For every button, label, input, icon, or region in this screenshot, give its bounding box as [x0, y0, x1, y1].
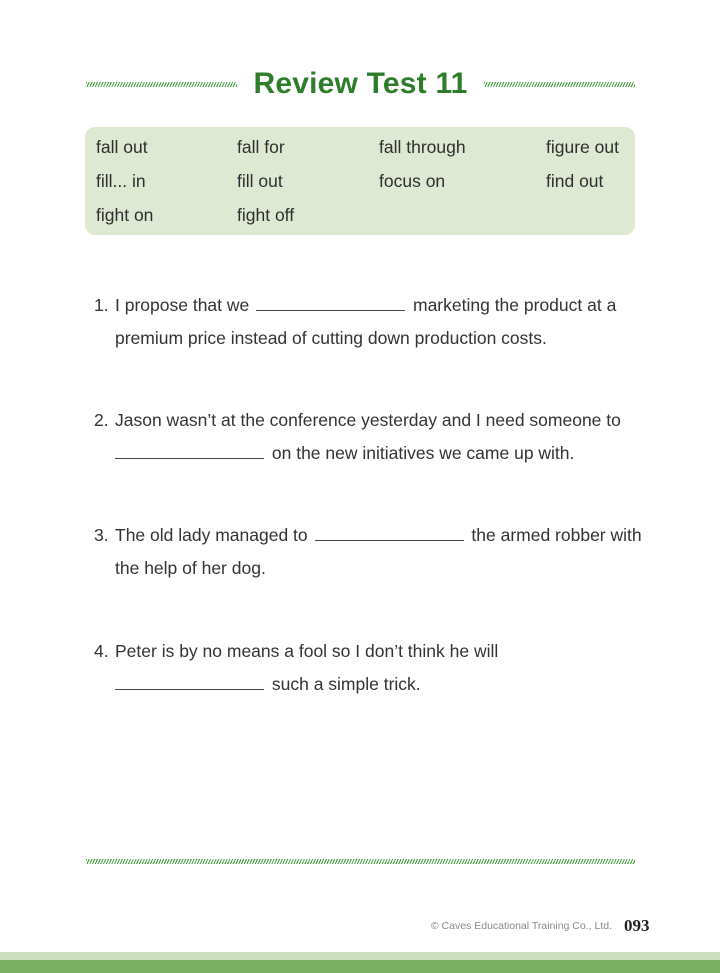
answer-blank[interactable]	[315, 539, 464, 541]
question-text: such a simple trick.	[271, 674, 421, 694]
word-bank-item: fall for	[237, 137, 285, 157]
footer-band-dark	[0, 960, 720, 973]
copyright-notice: © Caves Educational Training Co., Ltd.	[430, 920, 612, 932]
answer-blank[interactable]	[256, 309, 405, 311]
word-bank	[85, 127, 635, 235]
question-text: I propose that we	[115, 295, 250, 315]
question-text: Peter is by no means a fool so I don’t think he will	[115, 641, 499, 661]
question-number: 3.	[94, 525, 109, 545]
word-bank-item: figure out	[546, 137, 619, 157]
footer-band-light	[0, 952, 720, 960]
question-text: on the new initiatives we came up with.	[271, 443, 575, 463]
answer-blank[interactable]	[115, 457, 264, 459]
word-bank-item: fight off	[237, 205, 295, 225]
question-text: The old lady managed to	[115, 525, 308, 545]
question-number: 4.	[94, 641, 109, 661]
question-1	[94, 289, 654, 355]
title-divider-left	[86, 82, 237, 87]
answer-blank[interactable]	[115, 688, 264, 690]
word-bank-item: fight on	[96, 205, 154, 225]
question-3	[94, 519, 654, 585]
word-bank-item: fill... in	[96, 171, 146, 191]
question-text: Jason wasn’t at the conference yesterday and I need someone to	[115, 410, 621, 430]
page-title: Review Test 11	[253, 67, 468, 100]
question-4	[94, 635, 654, 701]
page-number: 093	[624, 916, 650, 935]
question-number: 1.	[94, 295, 109, 315]
word-bank-item: fall through	[379, 137, 466, 157]
question-2	[94, 404, 654, 470]
question-text: marketing the product at a	[413, 295, 617, 315]
title-divider-right	[484, 82, 635, 87]
bottom-divider	[86, 859, 635, 864]
word-bank-item: find out	[546, 171, 604, 191]
word-bank-item: focus on	[379, 171, 446, 191]
question-text: the help of her dog.	[115, 558, 266, 578]
word-bank-item: fill out	[237, 171, 283, 191]
word-bank-item: fall out	[96, 137, 148, 157]
question-text: the armed robber with	[471, 525, 642, 545]
question-number: 2.	[94, 410, 109, 430]
question-text: premium price instead of cutting down production costs.	[115, 328, 547, 348]
